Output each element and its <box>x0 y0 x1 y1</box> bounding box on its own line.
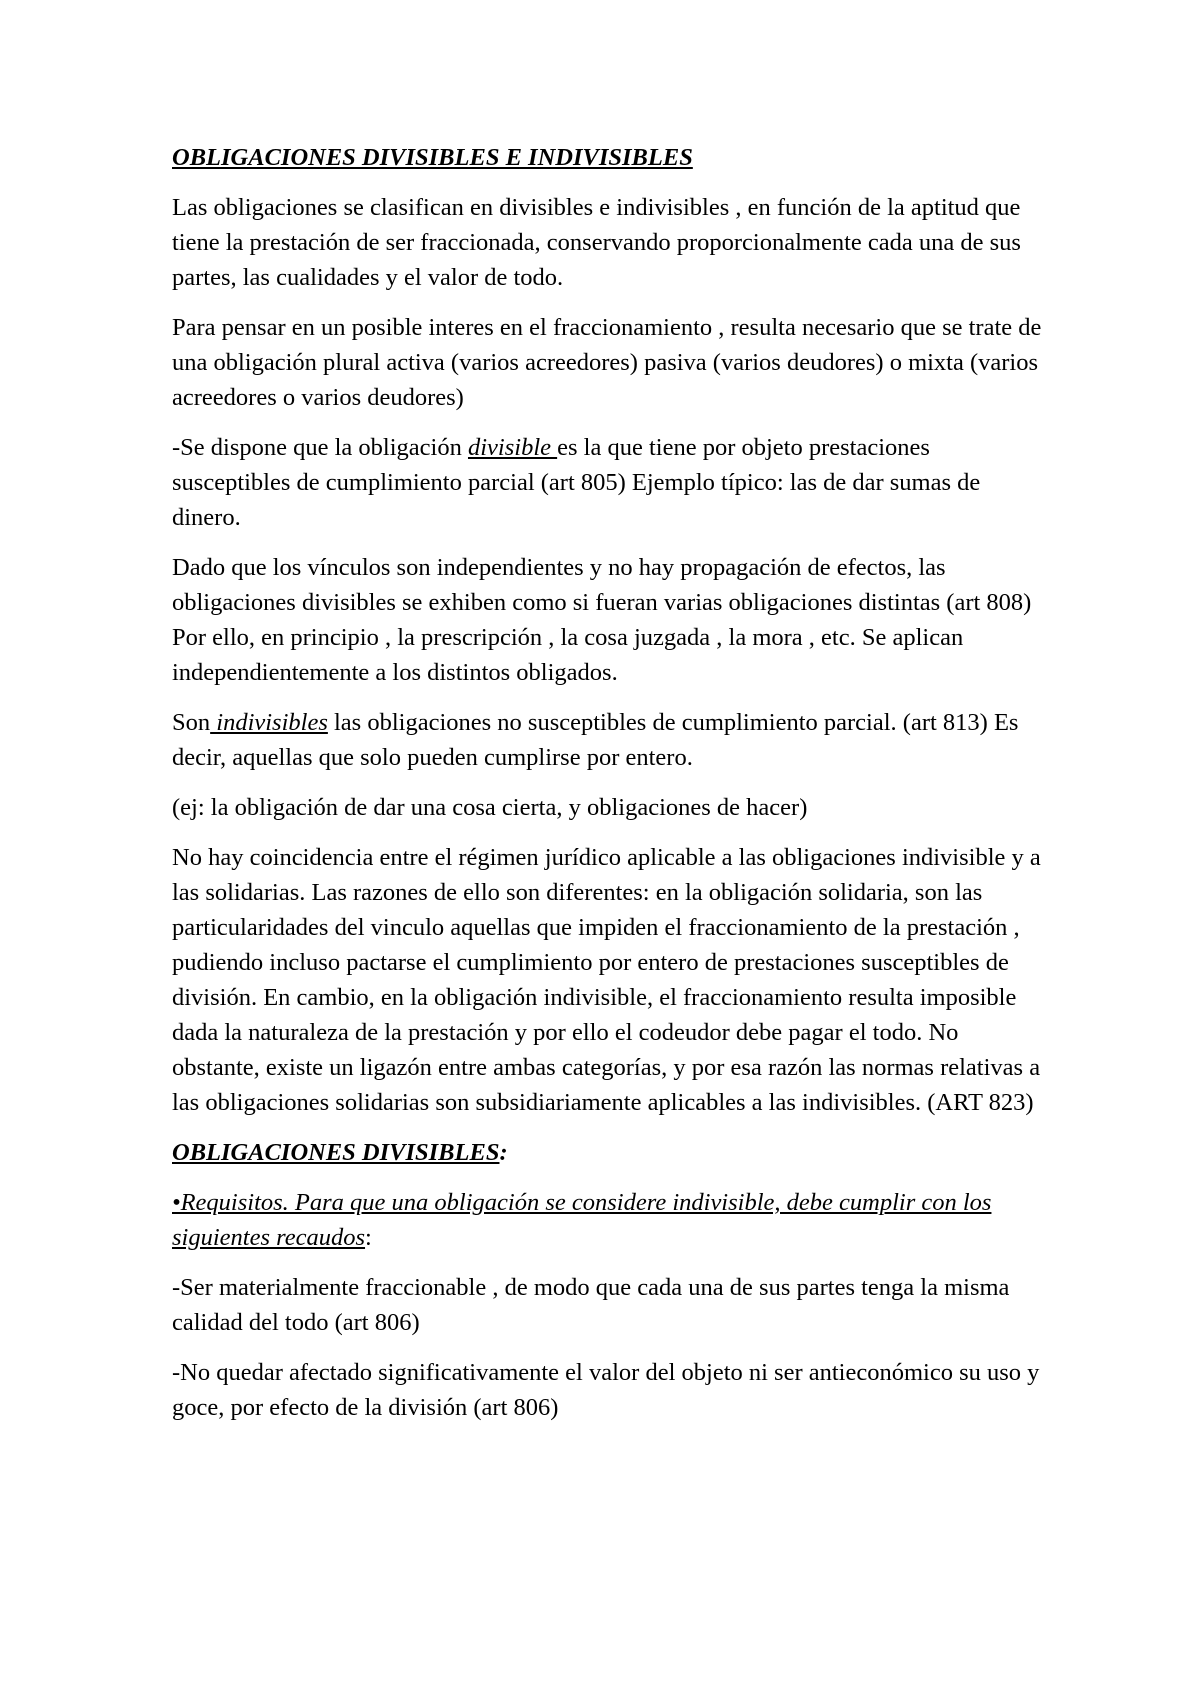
paragraph-divisible-definition <box>172 430 1052 535</box>
term-indivisibles: indivisibles <box>210 709 328 736</box>
requirement-fractionable: -Ser materialmente fraccionable , de modo que cada una de sus partes tenga la misma calidad del todo (art 806) <box>172 1274 1010 1336</box>
paragraph-independent-links: Dado que los vínculos son independientes y no hay propagación de efectos, las obligaciones divisibles se exhiben como si fueran varias obligaciones distintas (art 808) Por ello, en principio , la prescripción , la cosa juzgada , la mora , etc. Se aplican independientemente a los distintos obligados. <box>172 554 1032 686</box>
paragraph-indivisible-definition <box>172 705 1052 775</box>
section-title <box>172 1135 1052 1170</box>
text-segment: Son <box>172 709 211 736</box>
requirements-heading <box>172 1185 1052 1255</box>
requirements-text: •Requisitos. Para que una obligación se considere indivisible, debe cumplir con los siguientes recaudos <box>172 1189 992 1251</box>
document-title: OBLIGACIONES DIVISIBLES E INDIVISIBLES <box>172 144 693 171</box>
text-segment: -Se dispone que la obligación <box>172 434 468 461</box>
paragraph-classification: Las obligaciones se clasifican en divisibles e indivisibles , en función de la aptitud que tiene la prestación de ser fraccionada, conservando proporcionalmente cada una de sus partes, las cualidades y el valor de todo. <box>172 194 1021 291</box>
paragraph-solidarity-comparison: No hay coincidencia entre el régimen jurídico aplicable a las obligaciones indivisible y a las solidarias. Las razones de ello son diferentes: en la obligación solidaria, son las particularidades del vinculo aquellas que impiden el fraccionamiento de la prestación , pudiendo incluso pactarse el cumplimiento por entero de prestaciones susceptibles de división. En cambio, en la obligación indivisible, el fraccionamiento resulta imposible dada la naturaleza de la prestación y por ello el codeudor debe pagar el todo. No obstante, existe un ligazón entre ambas categorías, y por esa razón las normas relativas a las obligaciones solidarias son subsidiariamente aplicables a las indivisibles. (ART 823) <box>172 844 1041 1116</box>
text-segment: es la que tiene por objeto prestaciones susceptibles de cumplimiento parcial (art 805) Ejemplo típico: las de dar sumas de dinero. <box>172 434 981 531</box>
paragraph-example: (ej: la obligación de dar una cosa cierta, y obligaciones de hacer) <box>172 794 808 821</box>
requirement-value: -No quedar afectado significativamente el valor del objeto ni ser antieconómico su uso y goce, por efecto de la división (art 806) <box>172 1359 1040 1421</box>
paragraph-plural-obligation: Para pensar en un posible interes en el fraccionamiento , resulta necesario que se trate de una obligación plural activa (varios acreedores) pasiva (varios deudores) o mixta (varios acreedores o varios deudores) <box>172 314 1042 411</box>
section-title-suffix: : <box>499 1139 508 1166</box>
term-divisible: divisible <box>467 434 558 461</box>
text-segment: las obligaciones no susceptibles de cumplimiento parcial. (art 813) Es decir, aquellas que solo pueden cumplirse por entero. <box>172 709 1019 771</box>
section-title-text: OBLIGACIONES DIVISIBLES <box>172 1139 500 1166</box>
document-page <box>172 140 1052 1440</box>
requirements-suffix: : <box>365 1224 372 1251</box>
